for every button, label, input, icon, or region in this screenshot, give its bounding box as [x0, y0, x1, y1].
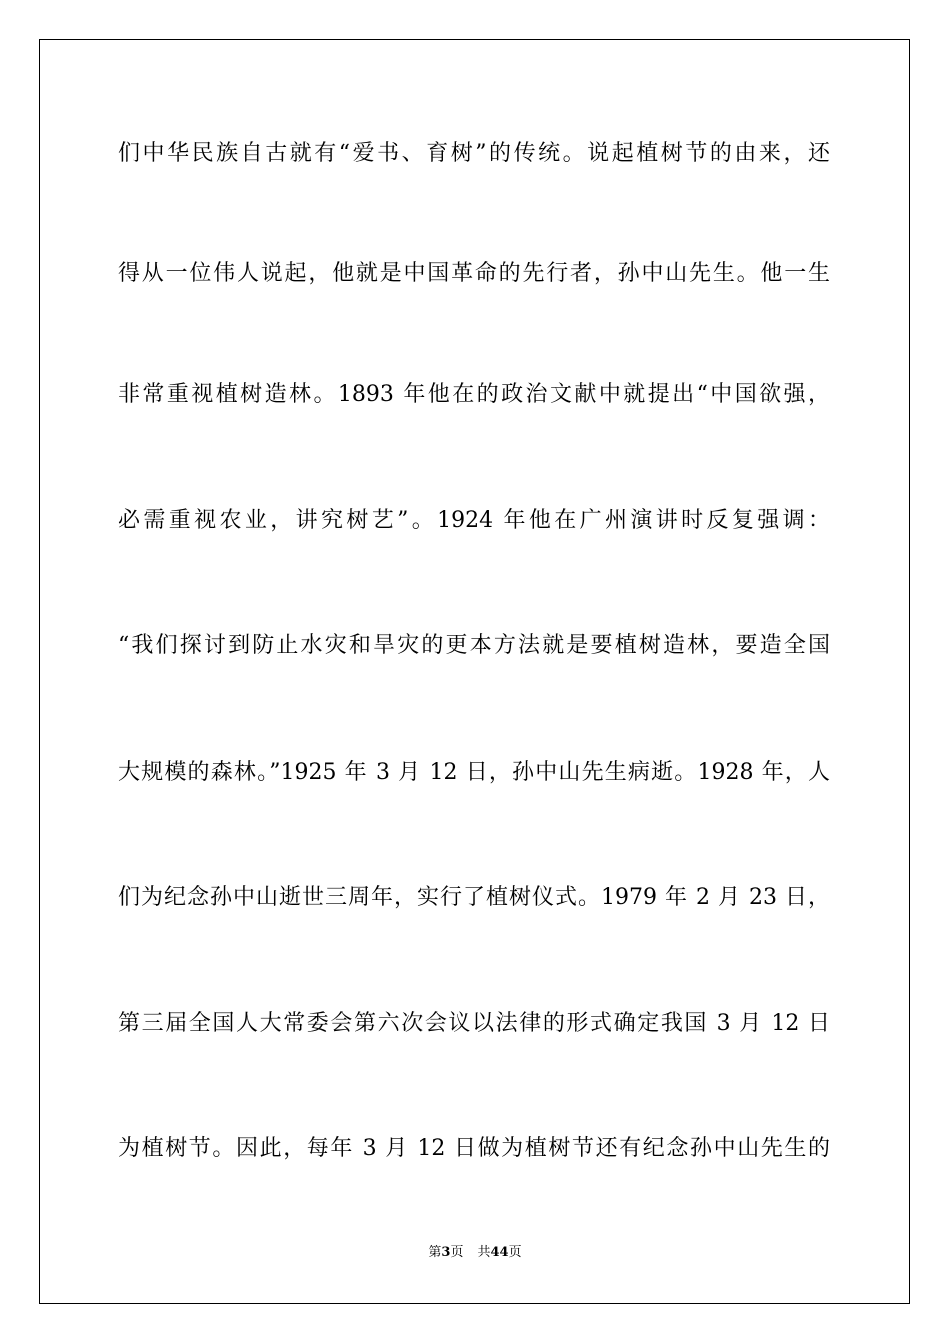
total-prefix: 共 — [477, 1245, 491, 1260]
page-footer — [0, 1245, 950, 1261]
text-line-3: 非常重视植树造林。1893 年他在的政治文献中就提出“中国欲强， — [118, 382, 830, 407]
page-suffix: 页 — [450, 1245, 464, 1260]
page-prefix: 第 — [428, 1245, 442, 1260]
text-line-6: 大规模的森林。”1925 年 3 月 12 日，孙中山先生病逝。1928 年，人 — [118, 760, 830, 785]
text-line-2: 得从一位伟人说起，他就是中国革命的先行者，孙中山先生。他一生 — [118, 261, 830, 286]
text-line-7: 们为纪念孙中山逝世三周年，实行了植树仪式。1979 年 2 月 23 日， — [118, 885, 830, 910]
text-line-1: 们中华民族自古就有“爱书、育树”的传统。说起植树节的由来，还 — [118, 141, 830, 166]
text-line-4: 必需重视农业，讲究树艺”。1924 年他在广州演讲时反复强调： — [118, 508, 830, 533]
text-line-8: 第三届全国人大常委会第六次会议以法律的形式确定我国 3 月 12 日 — [118, 1011, 830, 1036]
page-number: 3 — [441, 1245, 451, 1260]
text-line-5: “我们探讨到防止水灾和旱灾的更本方法就是要植树造林，要造全国 — [118, 633, 830, 658]
page-border — [39, 39, 910, 1304]
total-suffix: 页 — [508, 1245, 522, 1260]
text-line-9: 为植树节。因此，每年 3 月 12 日做为植树节还有纪念孙中山先生的 — [118, 1136, 830, 1161]
total-pages: 44 — [490, 1245, 509, 1260]
